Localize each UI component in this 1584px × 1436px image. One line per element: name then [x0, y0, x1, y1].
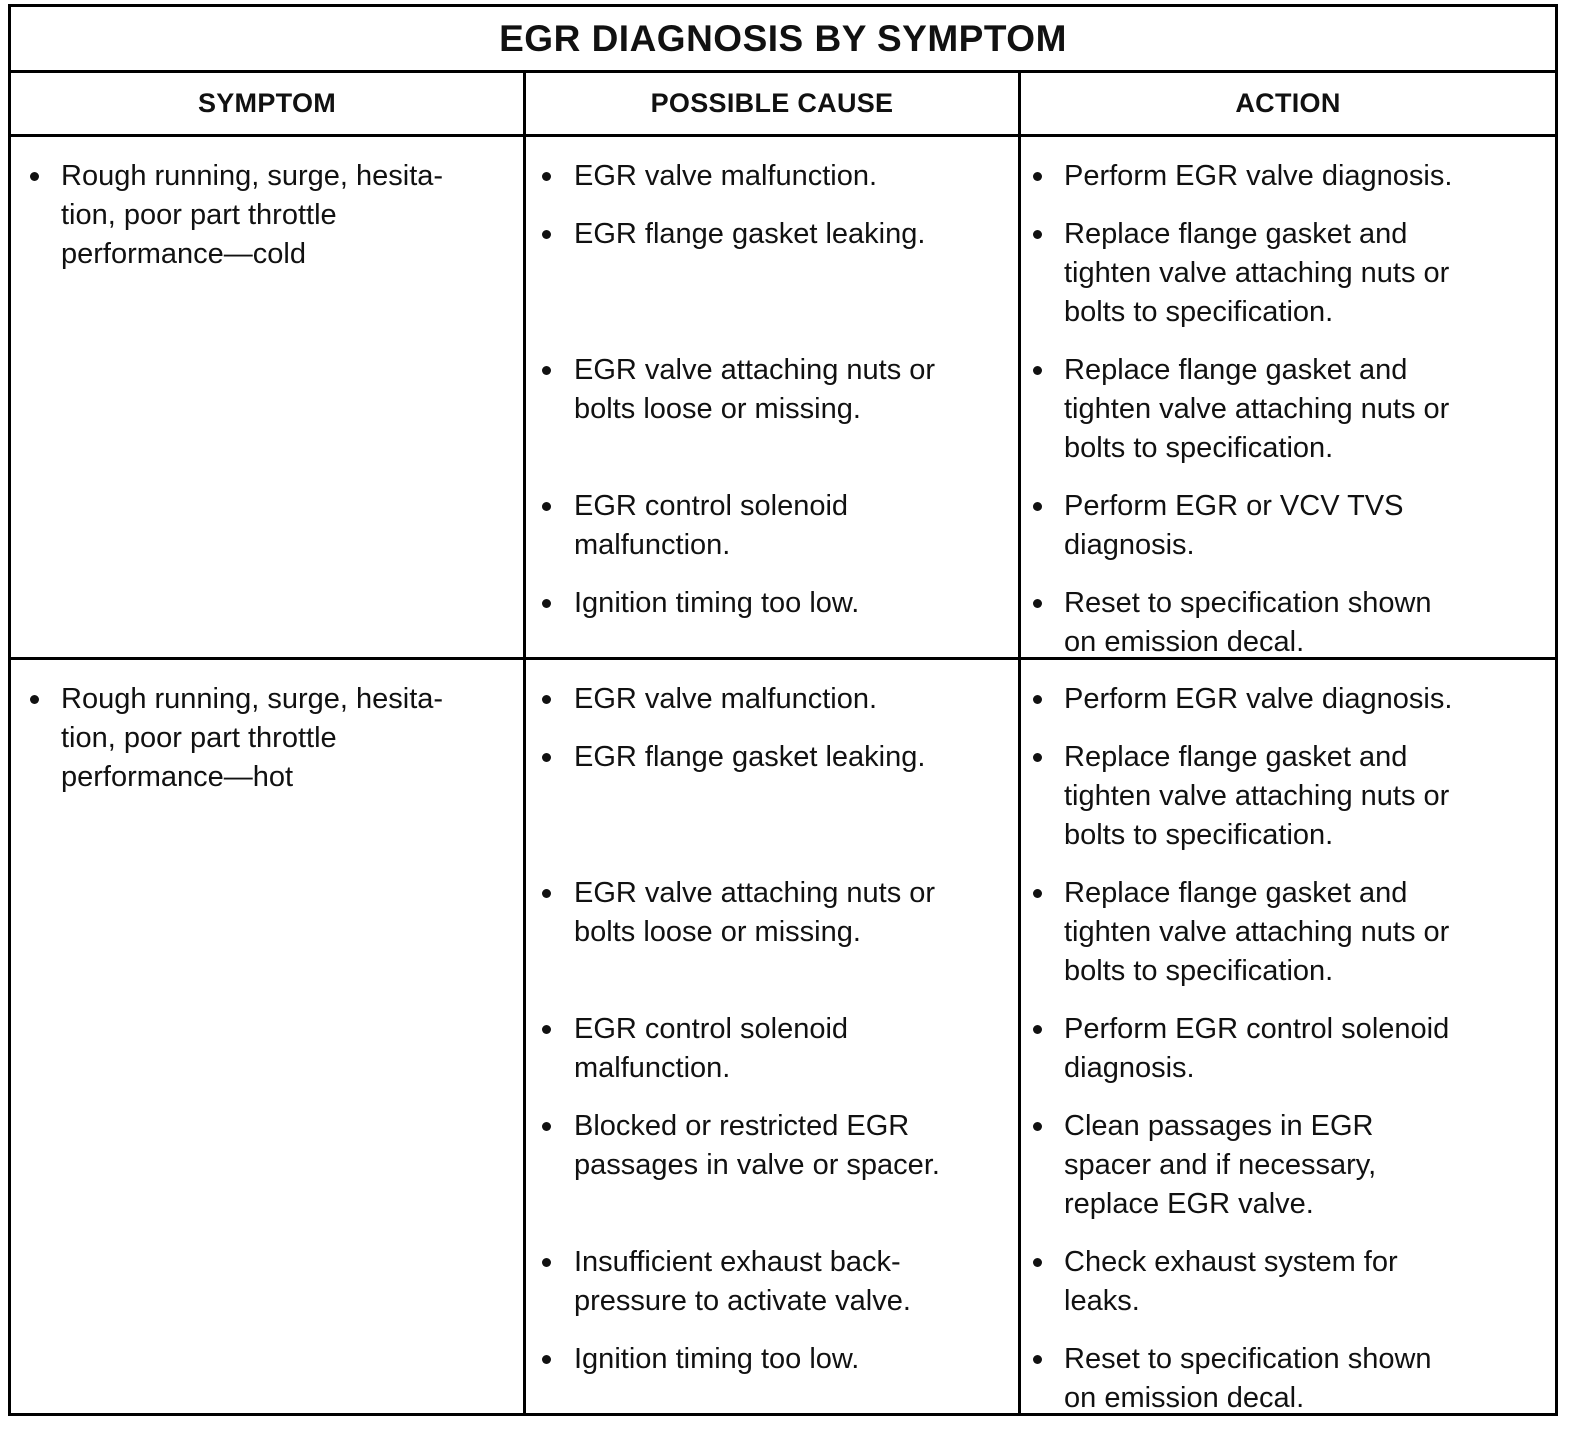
action-text	[1064, 351, 1449, 468]
bullet-icon	[30, 172, 39, 181]
action-text	[1064, 1340, 1432, 1418]
possible-cause-line: bolts loose or missing.	[574, 916, 861, 948]
possible-cause-line: bolts loose or missing.	[574, 393, 861, 425]
bullet-icon	[1033, 695, 1042, 704]
action-text	[1064, 215, 1449, 332]
possible-cause-line: pressure to activate valve.	[574, 1285, 911, 1317]
bullet-icon	[542, 1122, 551, 1131]
action-text-line: on emission decal.	[1064, 626, 1305, 658]
possible-cause-line: Ignition timing too low.	[574, 587, 860, 619]
action-text	[1064, 738, 1449, 855]
bullet-icon	[1033, 889, 1042, 898]
bullet-icon	[542, 172, 551, 181]
bullet-icon	[542, 230, 551, 239]
possible-cause-line: EGR flange gasket leaking.	[574, 218, 926, 250]
egr-diagnosis-table	[8, 4, 1558, 1416]
bullet-icon	[542, 695, 551, 704]
symptom-text-line: performance—cold	[61, 238, 306, 270]
action-text-line: bolts to specification.	[1064, 819, 1334, 851]
header-row	[11, 73, 1555, 137]
action-text-line: bolts to specification.	[1064, 955, 1334, 987]
symptom-text-line: tion, poor part throttle	[61, 722, 337, 754]
action-text-line: Perform EGR control solenoid	[1064, 1013, 1450, 1045]
possible-cause-line: passages in valve or spacer.	[574, 1149, 940, 1181]
action-text-line: bolts to specification.	[1064, 432, 1334, 464]
action-text-line: bolts to specification.	[1064, 296, 1334, 328]
bullet-icon	[542, 1025, 551, 1034]
action-text-line: on emission decal.	[1064, 1382, 1305, 1414]
action-text-line: diagnosis.	[1064, 529, 1195, 561]
action-text	[1064, 487, 1404, 565]
action-text-line: Replace flange gasket and	[1064, 741, 1408, 773]
action-text	[1064, 680, 1452, 719]
bullet-icon	[1033, 753, 1042, 762]
possible-cause	[574, 487, 848, 565]
action-text-line: Perform EGR or VCV TVS	[1064, 490, 1404, 522]
bullet-icon	[542, 1355, 551, 1364]
column-divider-2	[1018, 73, 1021, 1413]
possible-cause-line: EGR valve attaching nuts or	[574, 877, 936, 909]
column-divider-1	[523, 73, 526, 1413]
action-text-line: Perform EGR valve diagnosis.	[1064, 160, 1453, 192]
bullet-icon	[1033, 502, 1042, 511]
possible-cause	[574, 1107, 940, 1185]
possible-cause	[574, 1010, 848, 1088]
symptom-text-line: tion, poor part throttle	[61, 199, 337, 231]
symptom-text	[61, 157, 443, 274]
action-text	[1064, 584, 1432, 662]
bullet-icon	[542, 753, 551, 762]
possible-cause-line: EGR valve malfunction.	[574, 160, 878, 192]
action-text-line: Check exhaust system for	[1064, 1246, 1398, 1278]
possible-cause-line: EGR flange gasket leaking.	[574, 741, 926, 773]
possible-cause	[574, 215, 925, 254]
bullet-icon	[30, 695, 39, 704]
symptom-text-line: performance—hot	[61, 761, 294, 793]
action-text-line: Reset to specification shown	[1064, 587, 1432, 619]
bullet-icon	[1033, 366, 1042, 375]
action-text-line: tighten valve attaching nuts or	[1064, 780, 1450, 812]
table-title: EGR DIAGNOSIS BY SYMPTOM	[11, 7, 1555, 73]
possible-cause-line: EGR valve attaching nuts or	[574, 354, 936, 386]
possible-cause-line: malfunction.	[574, 529, 731, 561]
possible-cause	[574, 680, 877, 719]
header-symptom: SYMPTOM	[197, 88, 337, 118]
possible-cause-line: Ignition timing too low.	[574, 1343, 860, 1375]
possible-cause-line: malfunction.	[574, 1052, 731, 1084]
action-text-line: Replace flange gasket and	[1064, 218, 1408, 250]
action-text	[1064, 1243, 1398, 1321]
action-text-line: Clean passages in EGR	[1064, 1110, 1374, 1142]
action-text	[1064, 1010, 1449, 1088]
possible-cause	[574, 584, 859, 623]
symptom-text	[61, 680, 443, 797]
bullet-icon	[1033, 1122, 1042, 1131]
symptom-text-line: Rough running, surge, hesita-	[61, 683, 444, 715]
action-text-line: spacer and if necessary,	[1064, 1149, 1377, 1181]
possible-cause	[574, 157, 877, 196]
bullet-icon	[1033, 172, 1042, 181]
action-text-line: Replace flange gasket and	[1064, 354, 1408, 386]
bullet-icon	[542, 502, 551, 511]
possible-cause-line: Blocked or restricted EGR	[574, 1110, 910, 1142]
action-text-line: Replace flange gasket and	[1064, 877, 1408, 909]
bullet-icon	[542, 366, 551, 375]
possible-cause	[574, 874, 935, 952]
possible-cause	[574, 1243, 911, 1321]
action-text-line: tighten valve attaching nuts or	[1064, 393, 1450, 425]
header-action: ACTION	[1235, 88, 1341, 118]
symptom-text-line: Rough running, surge, hesita-	[61, 160, 444, 192]
action-text	[1064, 157, 1452, 196]
possible-cause-line: Insufficient exhaust back-	[574, 1246, 901, 1278]
bullet-icon	[542, 1258, 551, 1267]
bullet-icon	[1033, 230, 1042, 239]
possible-cause-line: EGR control solenoid	[574, 1013, 849, 1045]
action-text-line: Perform EGR valve diagnosis.	[1064, 683, 1453, 715]
action-text-line: leaks.	[1064, 1285, 1140, 1317]
possible-cause-line: EGR control solenoid	[574, 490, 849, 522]
action-text	[1064, 1107, 1376, 1224]
action-text-line: Reset to specification shown	[1064, 1343, 1432, 1375]
bullet-icon	[1033, 599, 1042, 608]
bullet-icon	[1033, 1258, 1042, 1267]
bullet-icon	[1033, 1025, 1042, 1034]
action-text-line: tighten valve attaching nuts or	[1064, 257, 1450, 289]
possible-cause	[574, 1340, 859, 1379]
possible-cause-line: EGR valve malfunction.	[574, 683, 878, 715]
possible-cause	[574, 738, 925, 777]
bullet-icon	[1033, 1355, 1042, 1364]
bullet-icon	[542, 889, 551, 898]
header-possible-cause: POSSIBLE CAUSE	[650, 88, 894, 118]
action-text-line: replace EGR valve.	[1064, 1188, 1314, 1220]
possible-cause	[574, 351, 935, 429]
bullet-icon	[542, 599, 551, 608]
action-text-line: tighten valve attaching nuts or	[1064, 916, 1450, 948]
action-text-line: diagnosis.	[1064, 1052, 1195, 1084]
action-text	[1064, 874, 1449, 991]
